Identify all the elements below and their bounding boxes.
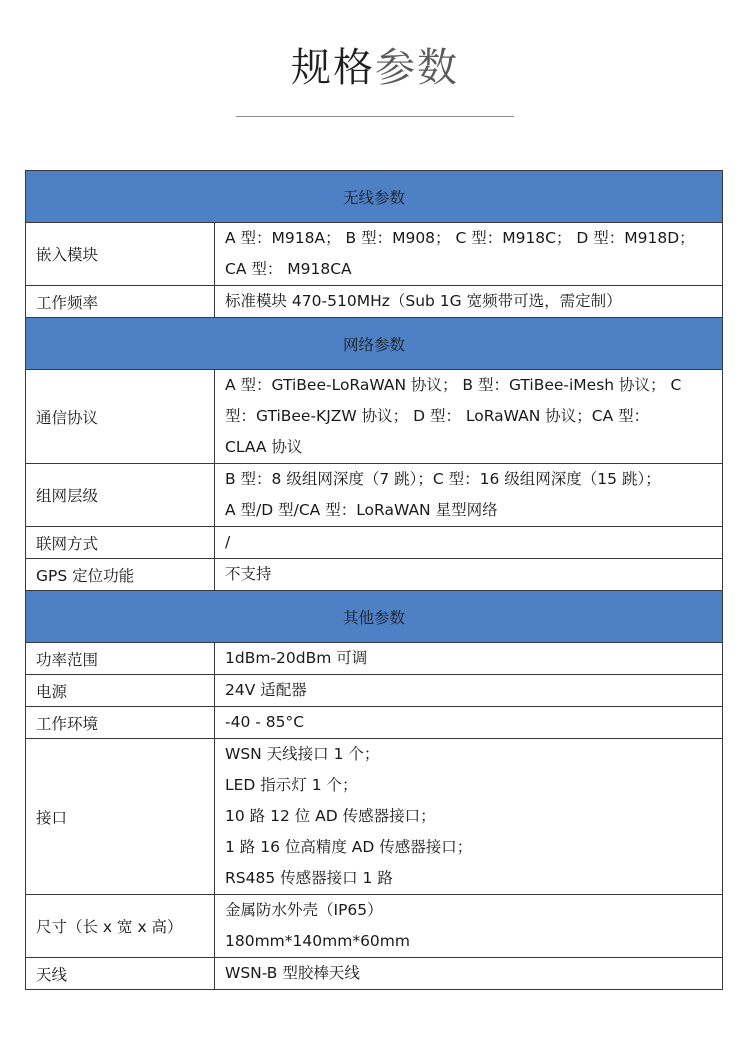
row-value-line: 10 路 12 位 AD 传感器接口； bbox=[225, 807, 436, 825]
row-value bbox=[215, 895, 723, 958]
row-value-line: CLAA 协议 bbox=[225, 438, 303, 456]
row-value-line: B 型：8 级组网深度（7 跳）；C 型：16 级组网深度（15 跳）； bbox=[225, 470, 661, 488]
section-header: 网络参数 bbox=[26, 318, 723, 370]
table-row bbox=[26, 559, 723, 591]
section-header-row bbox=[26, 318, 723, 370]
table-row bbox=[26, 739, 723, 895]
row-label: 组网层级 bbox=[26, 464, 215, 527]
table-row bbox=[26, 675, 723, 707]
table-row bbox=[26, 370, 723, 464]
table-row bbox=[26, 895, 723, 958]
row-value bbox=[215, 675, 723, 707]
row-value bbox=[215, 958, 723, 990]
row-value bbox=[215, 559, 723, 591]
row-value-line: LED 指示灯 1 个； bbox=[225, 776, 358, 794]
row-label: 接口 bbox=[26, 739, 215, 895]
table-row bbox=[26, 958, 723, 990]
row-value-line: 标准模块 470-510MHz（Sub 1G 宽频带可选，需定制） bbox=[225, 292, 622, 310]
row-value-line: WSN-B 型胶棒天线 bbox=[225, 964, 360, 982]
row-value bbox=[215, 370, 723, 464]
row-value bbox=[215, 739, 723, 895]
row-label: 天线 bbox=[26, 958, 215, 990]
row-value-line: WSN 天线接口 1 个； bbox=[225, 745, 380, 763]
row-label: 工作频率 bbox=[26, 286, 215, 318]
row-value-line: A 型：M918A； B 型：M908； C 型：M918C； D 型：M918D； bbox=[225, 229, 695, 247]
row-label: 嵌入模块 bbox=[26, 223, 215, 286]
row-value-line: A 型：GTiBee-LoRaWAN 协议； B 型：GTiBee-iMesh 协议； C bbox=[225, 376, 682, 394]
table-row bbox=[26, 643, 723, 675]
row-value-line: -40 - 85°C bbox=[225, 713, 305, 731]
row-label: 电源 bbox=[26, 675, 215, 707]
row-value-line: / bbox=[225, 533, 231, 551]
row-value bbox=[215, 286, 723, 318]
title-divider bbox=[236, 116, 514, 117]
row-value-line: 金属防水外壳（IP65） bbox=[225, 901, 383, 919]
row-value-line: 不支持 bbox=[225, 565, 272, 583]
row-label: 尺寸（长 x 宽 x 高） bbox=[26, 895, 215, 958]
row-value bbox=[215, 464, 723, 527]
spec-table bbox=[25, 170, 723, 990]
page-title-main: 规格 bbox=[291, 45, 375, 91]
page-title-accent: 参数 bbox=[375, 45, 459, 91]
page-title bbox=[0, 40, 750, 96]
table-row bbox=[26, 223, 723, 286]
spec-table-body bbox=[26, 171, 723, 990]
row-value-line: 1dBm-20dBm 可调 bbox=[225, 649, 368, 667]
row-value bbox=[215, 527, 723, 559]
row-label: 通信协议 bbox=[26, 370, 215, 464]
section-header: 其他参数 bbox=[26, 591, 723, 643]
row-value-line: RS485 传感器接口 1 路 bbox=[225, 869, 393, 887]
section-header-row bbox=[26, 591, 723, 643]
row-value-line: 型：GTiBee-KJZW 协议； D 型： LoRaWAN 协议；CA 型： bbox=[225, 407, 650, 425]
row-value-line: CA 型： M918CA bbox=[225, 260, 352, 278]
table-row bbox=[26, 527, 723, 559]
row-value-line: A 型/D 型/CA 型：LoRaWAN 星型网络 bbox=[225, 501, 498, 519]
row-value-line: 180mm*140mm*60mm bbox=[225, 932, 410, 950]
row-label: 联网方式 bbox=[26, 527, 215, 559]
row-value-line: 1 路 16 位高精度 AD 传感器接口； bbox=[225, 838, 473, 856]
table-row bbox=[26, 464, 723, 527]
row-label: 功率范围 bbox=[26, 643, 215, 675]
row-value bbox=[215, 223, 723, 286]
table-row bbox=[26, 707, 723, 739]
row-value bbox=[215, 707, 723, 739]
row-label: GPS 定位功能 bbox=[26, 559, 215, 591]
row-label: 工作环境 bbox=[26, 707, 215, 739]
row-value-line: 24V 适配器 bbox=[225, 681, 307, 699]
table-row bbox=[26, 286, 723, 318]
section-header-row bbox=[26, 171, 723, 223]
row-value bbox=[215, 643, 723, 675]
section-header: 无线参数 bbox=[26, 171, 723, 223]
